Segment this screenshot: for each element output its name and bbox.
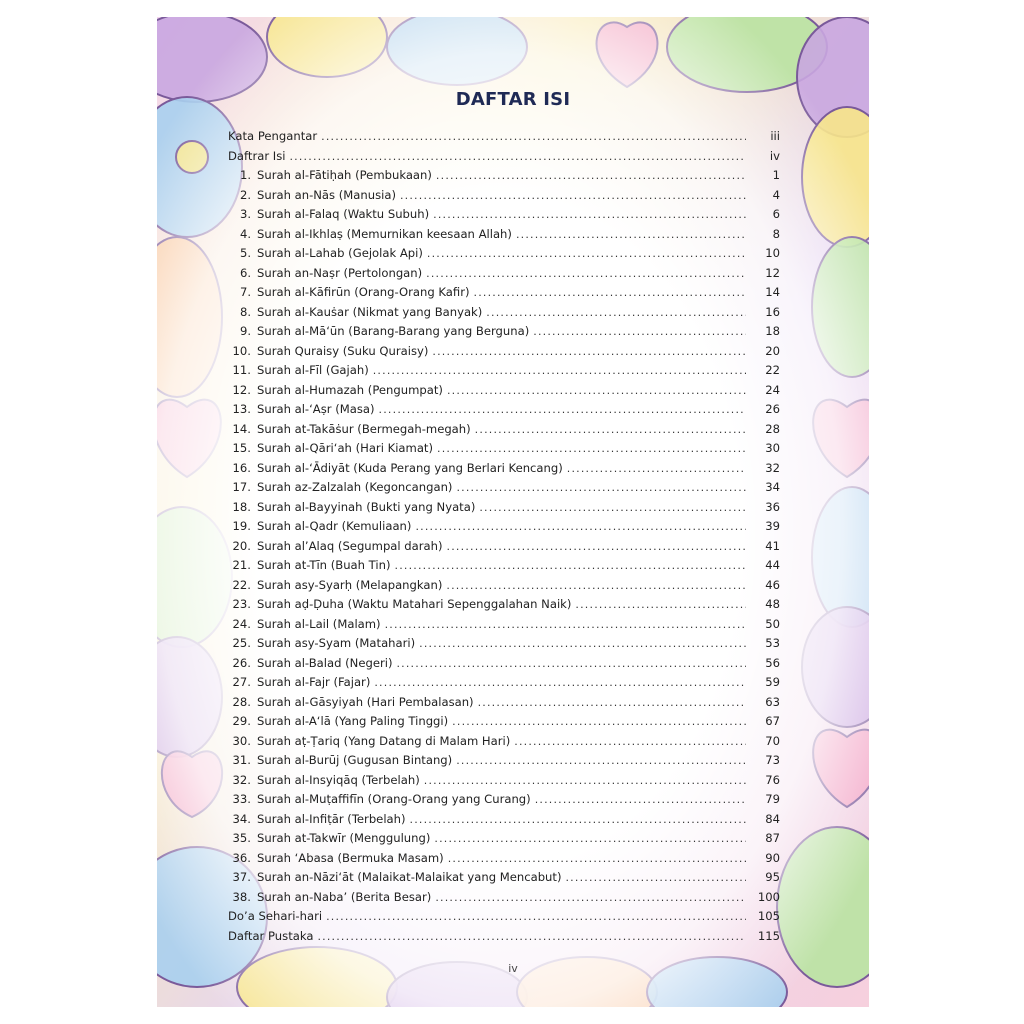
toc-entry-title: Surah al-Lail (Malam) xyxy=(257,616,381,631)
toc-entry-number: 10. xyxy=(232,343,251,358)
toc-dot-leader xyxy=(456,754,746,767)
toc-dot-leader xyxy=(415,520,746,533)
toc-entry xyxy=(228,129,780,149)
toc-entry-title: Surah al-Kauṡar (Nikmat yang Banyak) xyxy=(257,304,483,319)
toc-entry-number: 16. xyxy=(232,460,251,475)
toc-entry xyxy=(228,890,780,910)
toc-entry xyxy=(228,617,780,637)
toc-entry-number: 18. xyxy=(232,499,251,514)
toc-entry-page: 56 xyxy=(765,655,780,670)
toc-entry-title: Surah an-Naba’ (Berita Besar) xyxy=(257,889,432,904)
toc-entry-title: Surah al-Mā‘ūn (Barang-Barang yang Berguna) xyxy=(257,324,530,338)
toc-entry-number: 30. xyxy=(232,733,251,748)
toc-entry-page: 12 xyxy=(765,265,780,280)
toc-entry-number: 34. xyxy=(232,811,251,826)
toc-entry xyxy=(228,402,780,422)
toc-entry-title: Surah al-Muṭaffifīn (Orang-Orang yang Curang) xyxy=(257,792,531,806)
toc-entry-number: 25. xyxy=(232,636,251,650)
toc-entry xyxy=(228,500,780,520)
toc-entry-number: 15. xyxy=(232,441,251,455)
toc-dot-leader xyxy=(395,559,747,572)
page-title: DAFTAR ISI xyxy=(455,89,571,110)
toc-dot-leader xyxy=(374,676,746,689)
toc-entry-title: Surah al-Insyiqāq (Terbelah) xyxy=(257,772,420,787)
toc-dot-leader xyxy=(535,793,746,806)
toc-dot-leader xyxy=(446,579,746,592)
toc-entry xyxy=(228,558,780,578)
toc-entry-page: 90 xyxy=(765,850,780,865)
toc-entry-page: 14 xyxy=(765,285,780,299)
toc-entry-page: 115 xyxy=(757,928,780,943)
toc-dot-leader xyxy=(427,247,746,260)
toc-entry-title: Surah al-Fajr (Fajar) xyxy=(257,675,371,689)
toc-dot-leader xyxy=(565,871,746,884)
toc-dot-leader xyxy=(456,481,746,494)
toc-entry-title: Surah at-Takāṡur (Bermegah-megah) xyxy=(257,421,471,436)
toc-dot-leader xyxy=(448,852,746,865)
toc-entry-page: 16 xyxy=(765,304,780,319)
toc-entry-number: 26. xyxy=(232,655,251,670)
toc-entry-title: Surah an-Nāzi‘āt (Malaikat-Malaikat yang Mencabut) xyxy=(257,870,562,884)
toc-entry-title: Surah al-Balad (Negeri) xyxy=(257,655,393,670)
toc-entry-page: 10 xyxy=(765,246,780,260)
toc-entry-page: 79 xyxy=(765,792,780,806)
toc-entry-title: Surah al-A‘lā (Yang Paling Tinggi) xyxy=(257,714,449,728)
toc-entry xyxy=(228,539,780,559)
toc-entry-page: 44 xyxy=(765,558,780,572)
toc-entry xyxy=(228,149,780,169)
toc-dot-leader xyxy=(514,735,746,748)
toc-entry-title: Surah al-Gāsyiyah (Hari Pembalasan) xyxy=(257,694,474,709)
toc-dot-leader xyxy=(432,345,746,358)
toc-entry xyxy=(228,675,780,695)
toc-entry xyxy=(228,188,780,208)
toc-entry-title: Surah at-Takwīr (Menggulung) xyxy=(257,831,431,845)
toc-entry-page: 100 xyxy=(757,889,780,904)
toc-entry-number: 38. xyxy=(232,889,251,904)
toc-entry-number: 24. xyxy=(232,616,251,631)
toc-entry-page: 41 xyxy=(765,538,780,553)
toc-dot-leader xyxy=(516,228,746,241)
toc-dot-leader xyxy=(433,208,746,221)
toc-entry-title: Daftar Pustaka xyxy=(228,928,314,943)
toc-dot-leader xyxy=(385,618,746,631)
toc-entry-page: 34 xyxy=(765,480,780,494)
book-page xyxy=(157,17,869,1007)
toc-entry-page: 24 xyxy=(765,382,780,397)
toc-entry-title: Surah al-Kāfirūn (Orang-Orang Kafir) xyxy=(257,285,470,299)
toc-dot-leader xyxy=(289,150,746,163)
toc-entry-title: Surah al-Qāri‘ah (Hari Kiamat) xyxy=(257,441,434,455)
toc-entry-page: 30 xyxy=(765,441,780,455)
toc-entry-page: 1 xyxy=(772,168,780,182)
toc-dot-leader xyxy=(575,598,746,611)
toc-entry-page: 4 xyxy=(772,187,780,202)
toc-entry-number: 22. xyxy=(232,577,251,592)
toc-entry-title: Do’a Sehari-hari xyxy=(228,909,323,923)
toc-entry xyxy=(228,734,780,754)
toc-entry xyxy=(228,714,780,734)
toc-entry-number: 21. xyxy=(232,558,251,572)
toc-entry-page: 73 xyxy=(765,753,780,767)
toc-dot-leader xyxy=(379,403,746,416)
toc-entry-number: 17. xyxy=(232,480,251,494)
toc-entry-number: 14. xyxy=(232,421,251,436)
toc-entry-number: 7. xyxy=(239,285,251,299)
toc-entry xyxy=(228,344,780,364)
toc-entry-title: Surah al-Ikhlaṣ (Memurnikan keesaan Allah) xyxy=(257,226,512,241)
toc-entry-number: 11. xyxy=(232,363,251,377)
toc-entry-title: Surah an-Nās (Manusia) xyxy=(257,187,396,202)
toc-entry-page: 48 xyxy=(765,597,780,611)
toc-entry-page: 76 xyxy=(765,772,780,787)
toc-entry-title: Surah aḍ-Ḍuha (Waktu Matahari Sepenggalahan Naik) xyxy=(257,597,572,611)
toc-entry-title: Surah Quraisy (Suku Quraisy) xyxy=(257,343,429,358)
toc-entry-number: 27. xyxy=(232,675,251,689)
toc-entry-title: Surah al-Qadr (Kemuliaan) xyxy=(257,519,412,533)
toc-entry xyxy=(228,266,780,286)
toc-entry-title: Surah al-Fātiḥah (Pembukaan) xyxy=(257,168,432,182)
toc-dot-leader xyxy=(435,891,746,904)
toc-dot-leader xyxy=(326,910,746,923)
toc-entry xyxy=(228,461,780,481)
toc-dot-leader xyxy=(424,774,746,787)
toc-entry-title: Surah asy-Syam (Matahari) xyxy=(257,636,416,650)
toc-entry-page: 32 xyxy=(765,460,780,475)
toc-entry-number: 31. xyxy=(232,753,251,767)
toc-dot-leader xyxy=(437,442,746,455)
toc-entry-page: 53 xyxy=(765,636,780,650)
toc-dot-leader xyxy=(447,384,746,397)
toc-dot-leader xyxy=(434,832,746,845)
toc-dot-leader xyxy=(486,306,746,319)
toc-entry-number: 28. xyxy=(232,694,251,709)
toc-entry-title: Surah az-Zalzalah (Kegoncangan) xyxy=(257,480,453,494)
toc-entry-number: 37. xyxy=(232,870,251,884)
toc-entry xyxy=(228,383,780,403)
page-number-footer: iv xyxy=(508,962,518,975)
toc-entry-title: Surah al-Bayyinah (Bukti yang Nyata) xyxy=(257,499,476,514)
toc-dot-leader xyxy=(447,540,746,553)
toc-entry-title: Surah an-Naṣr (Pertolongan) xyxy=(257,265,423,280)
toc-entry-title: Surah al-Burūj (Gugusan Bintang) xyxy=(257,753,453,767)
toc-entry xyxy=(228,909,780,929)
toc-entry xyxy=(228,851,780,871)
toc-dot-leader xyxy=(426,267,746,280)
toc-entry-number: 5. xyxy=(239,246,251,260)
toc-entry-number: 23. xyxy=(232,597,251,611)
toc-entry xyxy=(228,480,780,500)
toc-entry-page: 105 xyxy=(757,909,780,923)
toc-entry-number: 4. xyxy=(239,226,251,241)
toc-entry-number: 8. xyxy=(239,304,251,319)
toc-entry-title: Surah al-Humazah (Pengumpat) xyxy=(257,382,443,397)
toc-entry xyxy=(228,792,780,812)
toc-entry-number: 1. xyxy=(239,168,251,182)
toc-dot-leader xyxy=(410,813,746,826)
toc-entry-number: 33. xyxy=(232,792,251,806)
toc-entry-title: Surah al’Alaq (Segumpal darah) xyxy=(257,538,443,553)
toc-entry xyxy=(228,246,780,266)
toc-entry-number: 29. xyxy=(232,714,251,728)
toc-entry-title: Surah al-‘Ādiyāt (Kuda Perang yang Berlari Kencang) xyxy=(257,460,563,475)
toc-dot-leader xyxy=(533,325,746,338)
toc-entry-title: Surah al-Lahab (Gejolak Api) xyxy=(257,246,423,260)
toc-entry-title: Surah al-Falaq (Waktu Subuh) xyxy=(257,207,430,221)
toc-entry-number: 32. xyxy=(232,772,251,787)
toc-entry-title: Kata Pengantar xyxy=(228,129,318,143)
toc-entry-page: 87 xyxy=(765,831,780,845)
toc-entry-page: 26 xyxy=(765,402,780,416)
toc-entry-number: 9. xyxy=(239,324,251,338)
toc-entry-title: Surah asy-Syarḥ (Melapangkan) xyxy=(257,577,443,592)
toc-entry xyxy=(228,695,780,715)
toc-dot-leader xyxy=(478,696,746,709)
toc-entry xyxy=(228,363,780,383)
toc-entry xyxy=(228,929,780,949)
toc-entry-page: 8 xyxy=(772,226,780,241)
toc-entry xyxy=(228,812,780,832)
toc-entry-number: 6. xyxy=(239,265,251,280)
toc-entry-number: 35. xyxy=(232,831,251,845)
toc-entry-number: 3. xyxy=(239,207,251,221)
toc-dot-leader xyxy=(567,462,746,475)
toc-entry-page: 39 xyxy=(765,519,780,533)
toc-entry xyxy=(228,168,780,188)
toc-dot-leader xyxy=(474,286,747,299)
toc-entry xyxy=(228,773,780,793)
toc-entry xyxy=(228,597,780,617)
toc-dot-leader xyxy=(475,423,746,436)
toc-entry-number: 36. xyxy=(232,850,251,865)
toc-entry-page: 6 xyxy=(772,207,780,221)
toc-entry xyxy=(228,870,780,890)
toc-entry-page: 95 xyxy=(765,870,780,884)
toc-entry xyxy=(228,441,780,461)
toc-entry-title: Surah al-Infiṭār (Terbelah) xyxy=(257,811,406,826)
toc-entry-page: 84 xyxy=(765,811,780,826)
toc-dot-leader xyxy=(373,364,746,377)
toc-entry-page: 20 xyxy=(765,343,780,358)
toc-entry-page: 59 xyxy=(765,675,780,689)
toc-entry-title: Surah al-Fīl (Gajah) xyxy=(257,363,369,377)
toc-entry xyxy=(228,422,780,442)
toc-dot-leader xyxy=(396,657,746,670)
toc-entry-title: Surah ‘Abasa (Bermuka Masam) xyxy=(257,850,444,865)
toc-entry-page: 36 xyxy=(765,499,780,514)
toc-dot-leader xyxy=(452,715,746,728)
toc-entry-page: 63 xyxy=(765,694,780,709)
toc-entry-number: 13. xyxy=(232,402,251,416)
toc-dot-leader xyxy=(436,169,746,182)
toc-entry-page: 50 xyxy=(765,616,780,631)
toc-entry-page: iv xyxy=(769,148,780,163)
toc-entry-page: iii xyxy=(770,129,780,143)
toc-entry-number: 2. xyxy=(239,187,251,202)
toc-entry-title: Surah al-‘Aṣr (Masa) xyxy=(257,402,375,416)
toc-entry xyxy=(228,656,780,676)
toc-entry xyxy=(228,578,780,598)
toc-entry-number: 19. xyxy=(232,519,251,533)
toc-entry-title: Daftrar Isi xyxy=(228,148,286,163)
toc-entry xyxy=(228,636,780,656)
toc-entry-page: 70 xyxy=(765,733,780,748)
toc-entry xyxy=(228,285,780,305)
toc-entry-page: 28 xyxy=(765,421,780,436)
toc-entry xyxy=(228,519,780,539)
toc-entry-number: 12. xyxy=(232,382,251,397)
toc-entry-page: 18 xyxy=(765,324,780,338)
toc-entry xyxy=(228,227,780,247)
toc-dot-leader xyxy=(321,130,746,143)
toc-dot-leader xyxy=(317,930,746,943)
toc-entry-page: 67 xyxy=(765,714,780,728)
toc-dot-leader xyxy=(479,501,746,514)
toc-entry-page: 46 xyxy=(765,577,780,592)
toc-dot-leader xyxy=(419,637,746,650)
toc-entry xyxy=(228,305,780,325)
toc-entry-page: 22 xyxy=(765,363,780,377)
toc-entry xyxy=(228,831,780,851)
toc-entry xyxy=(228,753,780,773)
table-of-contents xyxy=(228,129,780,948)
toc-entry xyxy=(228,207,780,227)
toc-entry-title: Surah at-Tīn (Buah Tin) xyxy=(257,558,391,572)
toc-entry xyxy=(228,324,780,344)
toc-dot-leader xyxy=(400,189,746,202)
toc-entry-title: Surah aṭ-Ṭariq (Yang Datang di Malam Hari) xyxy=(257,733,511,748)
toc-entry-number: 20. xyxy=(232,538,251,553)
